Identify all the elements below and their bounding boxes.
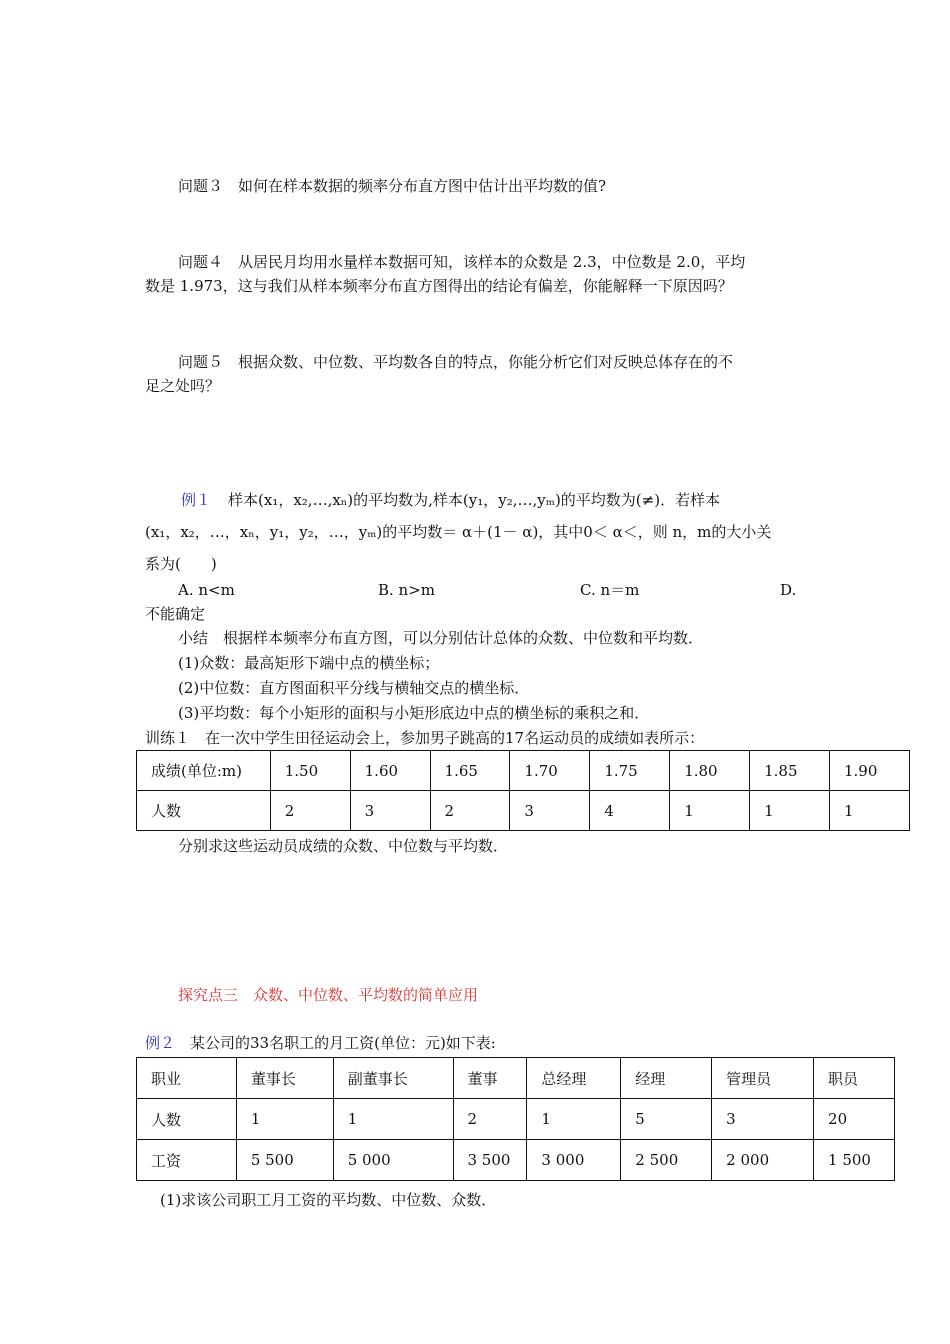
- table-cell: 2: [453, 1099, 527, 1140]
- table-cell: 1: [829, 791, 909, 831]
- table-cell: 1.60: [350, 751, 430, 791]
- high-jump-table: [136, 750, 910, 831]
- table-cell: 职业: [137, 1058, 237, 1099]
- question-5-line-1: 问题５ 根据众数、中位数、平均数各自的特点，你能分析它们对反映总体存在的不: [178, 353, 734, 371]
- table-cell: 3: [712, 1099, 814, 1140]
- section-3-heading: 探究点三 众数、中位数、平均数的简单应用: [178, 986, 479, 1004]
- option-a: A. n<m: [178, 581, 235, 599]
- training-1-intro: 训练１ 在一次中学生田径运动会上，参加男子跳高的17名运动员的成绩如表所示：: [145, 729, 705, 747]
- table-cell: 3 000: [527, 1140, 621, 1181]
- table-cell: 1.70: [510, 751, 590, 791]
- option-b: B. n>m: [378, 581, 436, 599]
- table-cell: 成绩(单位:m): [137, 751, 271, 791]
- table-cell: 1.50: [270, 751, 350, 791]
- table-cell: 1: [333, 1099, 453, 1140]
- question-3: 问题３ 如何在样本数据的频率分布直方图中估计出平均数的值?: [178, 177, 607, 195]
- summary-title: 小结 根据样本频率分布直方图，可以分别估计总体的众数、中位数和平均数．: [178, 629, 704, 647]
- table-cell: 3: [350, 791, 430, 831]
- training-1-question: 分别求这些运动员成绩的众数、中位数与平均数．: [178, 837, 509, 855]
- table-cell: 1.85: [750, 751, 830, 791]
- table-cell: 20: [814, 1099, 895, 1140]
- question-4-line-1: 问题４ 从居民月均用水量样本数据可知，该样本的众数是 2.3，中位数是 2.0，平均: [178, 253, 746, 271]
- table-cell: 人数: [137, 1099, 237, 1140]
- option-c: C. n＝m: [580, 581, 640, 599]
- table-row: [137, 791, 910, 831]
- table-row: [137, 1099, 895, 1140]
- table-cell: 总经理: [527, 1058, 621, 1099]
- example-2-question: (1)求该公司职工月工资的平均数、中位数、众数．: [160, 1191, 497, 1209]
- table-cell: 副董事长: [333, 1058, 453, 1099]
- table-cell: 董事: [453, 1058, 527, 1099]
- example-2-intro: 某公司的33名职工的月工资(单位：元)如下表:: [190, 1034, 496, 1052]
- summary-item-3: (3)平均数：每个小矩形的面积与小矩形底边中点的横坐标的乘积之和．: [178, 704, 650, 722]
- table-cell: 4: [590, 791, 670, 831]
- table-cell: 1: [527, 1099, 621, 1140]
- table-row: [137, 1140, 895, 1181]
- table-cell: 1.80: [670, 751, 750, 791]
- table-cell: 职员: [814, 1058, 895, 1099]
- summary-item-2: (2)中位数：直方图面积平分线与横轴交点的横坐标．: [178, 679, 530, 697]
- table-cell: 1.65: [430, 751, 510, 791]
- table-row: [137, 751, 910, 791]
- example-1-label: 例１: [181, 491, 212, 509]
- example-1-line-1: 样本(x₁，x₂,…,xₙ)的平均数为,样本(y₁，y₂,…,yₘ)的平均数为(≠)．若样本: [228, 491, 721, 509]
- table-cell: 经理: [621, 1058, 712, 1099]
- table-cell: 3: [510, 791, 590, 831]
- table-row: [137, 1058, 895, 1099]
- option-d: D.: [780, 581, 797, 599]
- table-cell: 2 500: [621, 1140, 712, 1181]
- table-cell: 2: [270, 791, 350, 831]
- table-cell: 1 500: [814, 1140, 895, 1181]
- table-cell: 人数: [137, 791, 271, 831]
- table-cell: 2: [430, 791, 510, 831]
- table-cell: 1.75: [590, 751, 670, 791]
- table-cell: 2 000: [712, 1140, 814, 1181]
- example-2-label: 例２: [145, 1034, 176, 1052]
- table-cell: 工资: [137, 1140, 237, 1181]
- table-cell: 1.90: [829, 751, 909, 791]
- table-cell: 1: [750, 791, 830, 831]
- table-cell: 1: [236, 1099, 333, 1140]
- option-d-continued: 不能确定: [145, 605, 206, 623]
- table-cell: 管理员: [712, 1058, 814, 1099]
- table-cell: 1: [670, 791, 750, 831]
- example-1-line-3: 系为( ): [145, 555, 217, 573]
- table-cell: 5: [621, 1099, 712, 1140]
- example-1-line-2: (x₁，x₂，…，xₙ，y₁，y₂，…，yₘ)的平均数＝ α＋(1－ α)，其中0＜ α＜，则 n，m的大小关: [145, 523, 772, 541]
- table-cell: 3 500: [453, 1140, 527, 1181]
- table-cell: 董事长: [236, 1058, 333, 1099]
- table-cell: 5 500: [236, 1140, 333, 1181]
- question-5-line-2: 足之处吗？: [145, 377, 221, 395]
- question-4-line-2: 数是 1.973，这与我们从样本频率分布直方图得出的结论有偏差，你能解释一下原因吗？: [145, 277, 733, 295]
- summary-item-1: (1)众数：最高矩形下端中点的横坐标；: [178, 654, 440, 672]
- table-cell: 5 000: [333, 1140, 453, 1181]
- salary-table: [136, 1057, 895, 1181]
